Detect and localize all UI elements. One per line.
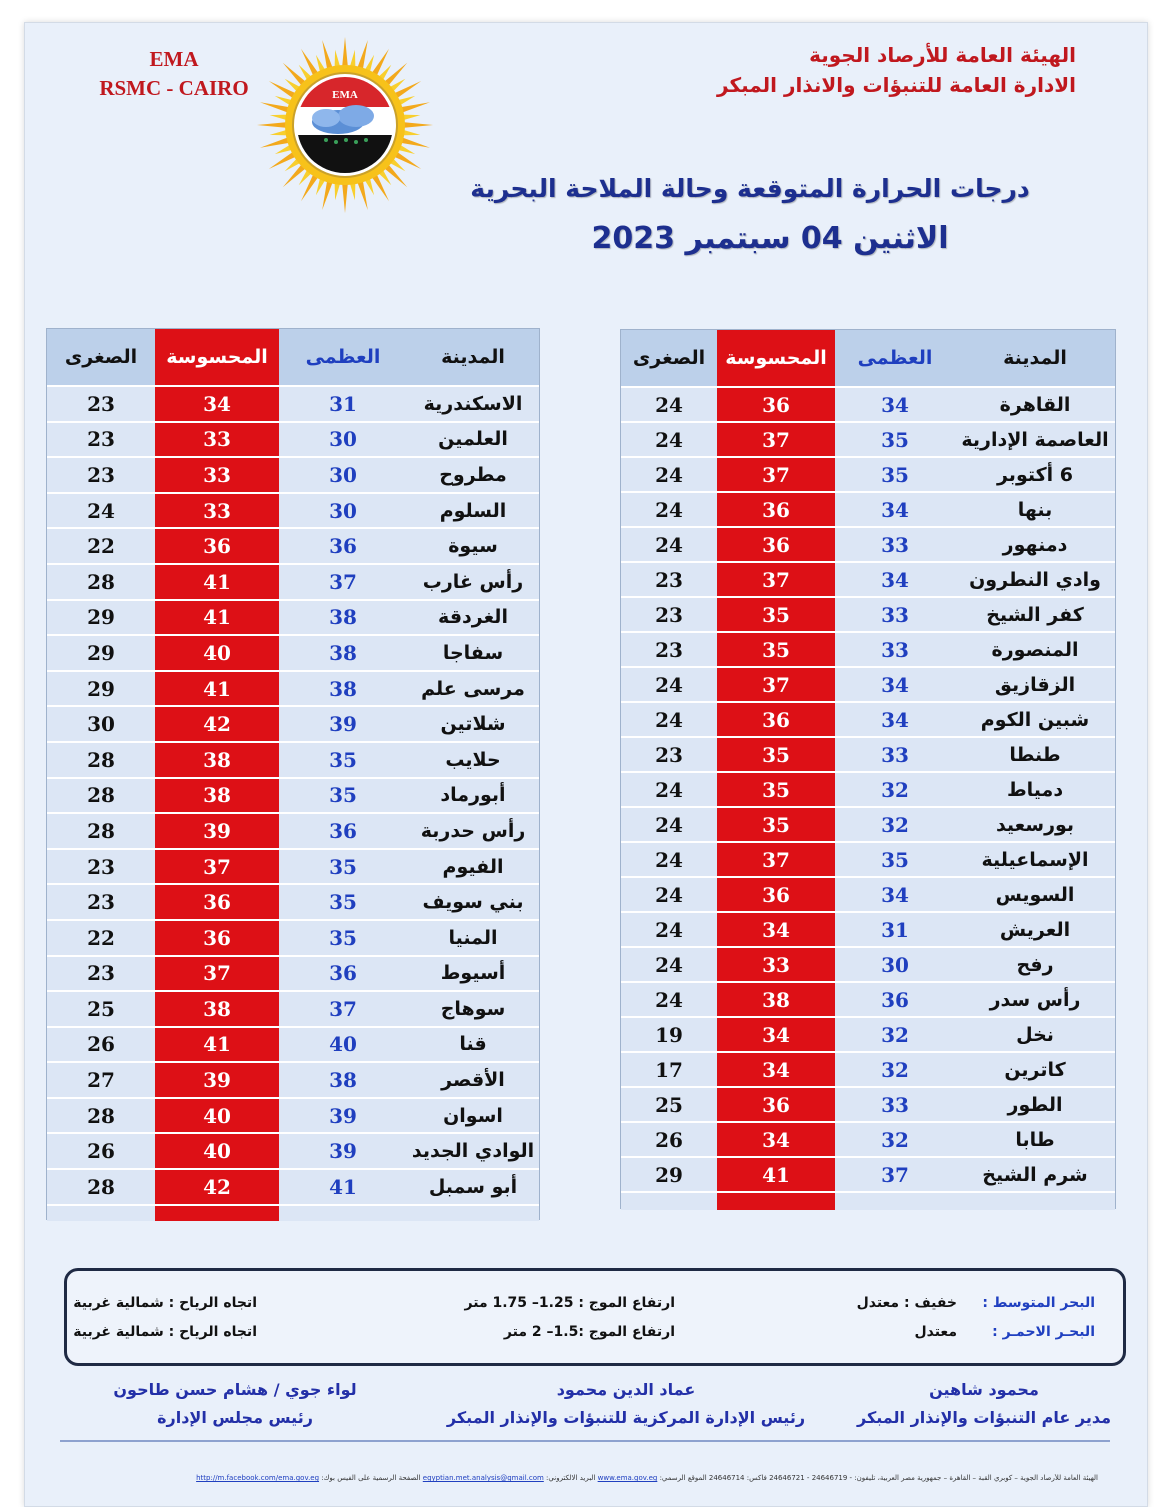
cell-max: 32 [881, 1022, 909, 1047]
table-row [621, 561, 1115, 596]
cell-min: 24 [655, 672, 683, 697]
table-row [621, 981, 1115, 1016]
cell-feels: 35 [717, 808, 835, 841]
table-row [47, 1026, 539, 1062]
divider [60, 1440, 1110, 1442]
table-row [621, 911, 1115, 946]
cell-max: 38 [329, 676, 357, 701]
cell-max: 38 [329, 640, 357, 665]
table-filler [47, 1204, 539, 1221]
cell-city: الفيوم [442, 855, 504, 878]
cell-max: 32 [881, 777, 909, 802]
cell-min: 24 [655, 952, 683, 977]
cell-min: 26 [655, 1127, 683, 1152]
cell-feels: 33 [155, 458, 279, 492]
cell-feels: 36 [717, 878, 835, 911]
table-body [47, 385, 539, 1221]
cell-feels: 36 [717, 493, 835, 526]
cell-max: 35 [329, 783, 357, 808]
sea-name: البحر المتوسط : [982, 1295, 1095, 1311]
cell-max: 36 [329, 534, 357, 559]
cell-feels: 37 [717, 843, 835, 876]
org-name: الهيئة العامة للأرصاد الجوية [809, 43, 1076, 67]
cell-min: 29 [87, 640, 115, 665]
table-row [47, 777, 539, 813]
cell-min: 29 [87, 676, 115, 701]
header-min: الصغرى [632, 347, 706, 369]
cell-min: 26 [87, 1032, 115, 1057]
cell-city: مرسى علم [421, 677, 525, 700]
table-row [621, 456, 1115, 491]
cell-max: 30 [881, 952, 909, 977]
cell-min: 24 [655, 987, 683, 1012]
table-row [47, 1132, 539, 1168]
cell-max: 36 [329, 818, 357, 843]
cell-max: 35 [329, 925, 357, 950]
header-city: المدينة [441, 346, 505, 368]
table-row [47, 1061, 539, 1097]
cell-max: 33 [881, 637, 909, 662]
temperature-table-right [620, 329, 1116, 1209]
cell-city: سيوة [448, 535, 498, 558]
table-row [47, 1097, 539, 1133]
cell-feels: 36 [717, 528, 835, 561]
cell-city: قنا [459, 1033, 487, 1056]
cell-max: 37 [329, 569, 357, 594]
cell-min: 24 [655, 812, 683, 837]
facebook-link[interactable]: http://m.facebook.com/ema.gov.eg [196, 1474, 320, 1482]
header-max: العظمى [857, 347, 933, 369]
cell-feels: 38 [155, 779, 279, 813]
cell-max: 33 [881, 602, 909, 627]
cell-feels: 34 [717, 913, 835, 946]
cell-feels: 35 [717, 738, 835, 771]
sea-row-red-sea [67, 1324, 1123, 1350]
cell-city: الأقصر [441, 1069, 505, 1092]
cell-city: 6 أكتوبر [996, 463, 1074, 486]
table-row [47, 527, 539, 563]
page-title: درجات الحرارة المتوقعة وحالة الملاحة البحرية [470, 174, 1030, 203]
signature-title: مدير عام التنبؤات والإنذار المبكر [856, 1408, 1112, 1427]
header-city: المدينة [1003, 347, 1067, 369]
cell-max: 38 [329, 1068, 357, 1093]
ema-rsmc-label [94, 45, 254, 103]
signature-title: رئيس الإدارة المركزية للتنبؤات والإنذار المبكر [446, 1408, 806, 1427]
signature-block [430, 1376, 822, 1432]
cell-min: 23 [87, 961, 115, 986]
cell-max: 38 [329, 605, 357, 630]
table-row [47, 385, 539, 421]
table-row [47, 705, 539, 741]
table-filler [621, 1191, 1115, 1210]
header-feels: المحسوسة [717, 330, 835, 386]
org-department: الادارة العامة للتنبؤات والانذار المبكر [717, 73, 1076, 97]
header-feels: المحسوسة [155, 329, 279, 385]
cell-max: 32 [881, 812, 909, 837]
cell-city: حلايب [445, 748, 501, 771]
table-row [621, 631, 1115, 666]
cell-city: أبورماد [440, 784, 506, 807]
email-label: البريد الالكتروني: [546, 1474, 596, 1482]
cell-city: بني سويف [422, 891, 524, 914]
cell-max: 34 [881, 567, 909, 592]
cell-city: كاترين [1004, 1058, 1066, 1081]
cell-max: 34 [881, 707, 909, 732]
signature-name: محمود شاهين [929, 1380, 1039, 1399]
cell-feels: 39 [155, 1063, 279, 1097]
cell-city: الطور [1007, 1093, 1063, 1116]
cell-feels: 36 [155, 921, 279, 955]
cell-max: 40 [329, 1032, 357, 1057]
wind-direction: اتجاه الرياح : شمالية غربية [73, 1324, 257, 1340]
table-header [47, 329, 539, 385]
cell-city: سفاجا [442, 641, 504, 664]
cell-min: 27 [87, 1068, 115, 1093]
cell-city: أبو سمبل [428, 1175, 518, 1198]
table-row [47, 634, 539, 670]
cell-min: 23 [87, 890, 115, 915]
cell-feels: 37 [717, 458, 835, 491]
cell-min: 23 [87, 391, 115, 416]
cell-city: اسوان [443, 1104, 503, 1127]
cell-city: القاهرة [999, 393, 1071, 416]
header-min: الصغرى [64, 346, 138, 368]
table-row [47, 599, 539, 635]
table-row [47, 1168, 539, 1204]
sea-name: البحـر الاحمـر : [992, 1324, 1095, 1340]
table-row [621, 1051, 1115, 1086]
cell-city: العلمين [438, 428, 508, 451]
table-row [47, 812, 539, 848]
cell-city: رأس حدربة [420, 819, 526, 842]
cell-min: 24 [655, 532, 683, 557]
cell-max: 34 [881, 672, 909, 697]
sea-state: خفيف : معتدل [856, 1295, 957, 1311]
sea-status-box [64, 1268, 1126, 1366]
cell-feels: 34 [717, 1018, 835, 1051]
cell-city: السويس [995, 883, 1075, 906]
cell-feels: 42 [155, 707, 279, 741]
cell-city: دمياط [1006, 778, 1064, 801]
table-row [47, 456, 539, 492]
cell-city: مطروح [439, 463, 507, 486]
table-row [47, 741, 539, 777]
table-row [47, 848, 539, 884]
cell-max: 35 [881, 427, 909, 452]
wave-height: ارتفاع الموج :1.5– 2 متر [503, 1324, 675, 1340]
cell-city: المنيا [448, 926, 498, 949]
table-row [47, 919, 539, 955]
cell-min: 24 [655, 497, 683, 522]
table-row [621, 1156, 1115, 1191]
cell-min: 25 [655, 1092, 683, 1117]
cell-city: الزقازيق [994, 673, 1076, 696]
cell-feels: 36 [717, 1088, 835, 1121]
cell-min: 29 [655, 1162, 683, 1187]
table-row [47, 990, 539, 1026]
cell-feels: 40 [155, 1099, 279, 1133]
cell-city: أسيوط [440, 962, 506, 985]
cell-feels: 33 [155, 494, 279, 528]
sea-state: معتدل [914, 1324, 957, 1340]
cell-min: 19 [655, 1022, 683, 1047]
cell-city: كفر الشيخ [986, 603, 1084, 626]
cell-feels: 41 [155, 1028, 279, 1062]
cell-min: 24 [655, 847, 683, 872]
cell-max: 35 [329, 854, 357, 879]
cell-min: 28 [87, 569, 115, 594]
cell-feels: 36 [717, 703, 835, 736]
cell-city: شبين الكوم [980, 708, 1090, 731]
cell-feels: 39 [155, 814, 279, 848]
cell-city: رأس غارب [422, 570, 524, 593]
cell-feels: 35 [717, 773, 835, 806]
cell-max: 33 [881, 742, 909, 767]
cell-max: 30 [329, 427, 357, 452]
cell-min: 28 [87, 1103, 115, 1128]
cell-city: شرم الشيخ [982, 1163, 1088, 1186]
organization-header [717, 40, 1076, 100]
footer-address: الهيئة العامة للأرصاد الجوية – كوبري القبة – القاهرة – جمهورية مصر العربية، تليفون: - 24646719 - 24646721 فاكس: 24646714 الموقع الرسمي: [659, 1474, 1098, 1482]
cell-city: شلاتين [440, 713, 506, 736]
cell-feels: 37 [717, 423, 835, 456]
cell-min: 24 [655, 462, 683, 487]
cell-min: 23 [655, 602, 683, 627]
cell-min: 24 [655, 917, 683, 942]
cell-min: 28 [87, 1174, 115, 1199]
cell-city: بورسعيد [995, 813, 1075, 836]
cell-min: 25 [87, 996, 115, 1021]
cell-min: 23 [655, 567, 683, 592]
website-link[interactable]: www.ema.gov.eg [597, 1474, 658, 1482]
cell-feels: 34 [717, 1053, 835, 1086]
table-row [47, 421, 539, 457]
signature-block [848, 1376, 1120, 1432]
cell-feels: 35 [717, 633, 835, 666]
cell-min: 24 [655, 427, 683, 452]
table-row [47, 492, 539, 528]
cell-max: 35 [881, 847, 909, 872]
cell-feels: 33 [717, 948, 835, 981]
table-row [621, 491, 1115, 526]
cell-max: 41 [329, 1174, 357, 1199]
table-row [621, 421, 1115, 456]
table-row [47, 955, 539, 991]
signature-name: لواء جوي / هشام حسن طاحون [113, 1380, 357, 1399]
table-row [621, 946, 1115, 981]
table-row [621, 771, 1115, 806]
cell-feels: 37 [717, 563, 835, 596]
cell-min: 22 [87, 534, 115, 559]
cell-feels: 36 [155, 529, 279, 563]
cell-feels: 38 [155, 992, 279, 1026]
cell-min: 24 [655, 882, 683, 907]
wave-height: ارتفاع الموج : 1.25– 1.75 متر [464, 1295, 675, 1311]
cell-max: 35 [329, 890, 357, 915]
cell-min: 23 [87, 854, 115, 879]
cell-feels: 41 [155, 565, 279, 599]
cell-city: طنطا [1009, 743, 1061, 766]
cell-feels: 34 [717, 1123, 835, 1156]
cell-feels: 41 [717, 1158, 835, 1191]
cell-min: 28 [87, 783, 115, 808]
cell-feels: 37 [717, 668, 835, 701]
cell-feels: 41 [155, 672, 279, 706]
table-row [621, 736, 1115, 771]
cell-max: 34 [881, 392, 909, 417]
cell-feels: 40 [155, 1134, 279, 1168]
cell-feels: 37 [155, 957, 279, 991]
table-row [621, 386, 1115, 421]
logo-ema-text: EMA [332, 89, 358, 101]
table-row [47, 670, 539, 706]
cell-city: سوهاج [440, 997, 506, 1020]
table-header [621, 330, 1115, 386]
rsmc-label: RSMC - CAIRO [99, 76, 249, 100]
cell-feels: 37 [155, 850, 279, 884]
cell-city: الاسكندرية [423, 392, 523, 415]
cell-max: 33 [881, 532, 909, 557]
cell-city: دمنهور [1002, 533, 1068, 556]
cell-max: 30 [329, 498, 357, 523]
table-row [621, 806, 1115, 841]
table-row [621, 1016, 1115, 1051]
cell-max: 31 [329, 391, 357, 416]
cell-feels: 35 [717, 598, 835, 631]
page-margin [1146, 0, 1170, 1505]
table-row [47, 883, 539, 919]
cell-city: رفح [1016, 953, 1054, 976]
cell-city: المنصورة [991, 638, 1079, 661]
cell-feels: 41 [155, 601, 279, 635]
cell-feels: 38 [155, 743, 279, 777]
cell-max: 37 [329, 996, 357, 1021]
cell-city: الوادي الجديد [411, 1140, 535, 1163]
cell-max: 39 [329, 1139, 357, 1164]
cell-city: رأس سدر [989, 988, 1081, 1011]
table-row [621, 666, 1115, 701]
cell-max: 35 [881, 462, 909, 487]
cell-feels: 36 [155, 885, 279, 919]
cell-feels: 42 [155, 1170, 279, 1204]
temperature-table-left [46, 328, 540, 1220]
cell-min: 28 [87, 818, 115, 843]
cell-min: 24 [655, 392, 683, 417]
cell-feels: 38 [717, 983, 835, 1016]
cell-min: 23 [87, 462, 115, 487]
cell-feels: 36 [717, 388, 835, 421]
table-row [621, 596, 1115, 631]
facebook-label: الصفحة الرسمية على الفيس بوك: [321, 1474, 421, 1482]
footer-contact [88, 1474, 1098, 1482]
cell-city: طابا [1015, 1128, 1055, 1151]
cell-max: 30 [329, 462, 357, 487]
cell-city: بنها [1017, 498, 1053, 521]
cell-max: 36 [329, 961, 357, 986]
ema-sun-logo-icon [256, 36, 434, 214]
table-row [621, 1121, 1115, 1156]
cell-min: 24 [655, 707, 683, 732]
cell-min: 30 [87, 712, 115, 737]
cell-feels: 40 [155, 636, 279, 670]
wind-direction: اتجاه الرياح : شمالية غربية [73, 1295, 257, 1311]
cell-city: العاصمة الإدارية [961, 428, 1109, 451]
cell-min: 17 [655, 1057, 683, 1082]
cell-city: نخل [1016, 1023, 1054, 1046]
cell-city: الإسماعيلية [981, 848, 1089, 871]
cell-max: 32 [881, 1057, 909, 1082]
header-max: العظمى [305, 346, 381, 368]
cell-max: 39 [329, 712, 357, 737]
cell-city: العريش [999, 918, 1071, 941]
table-row [621, 701, 1115, 736]
cell-min: 24 [87, 498, 115, 523]
signature-name: عماد الدين محمود [556, 1380, 696, 1399]
cell-min: 24 [655, 777, 683, 802]
table-row [621, 526, 1115, 561]
signature-block [100, 1376, 370, 1432]
cell-max: 33 [881, 1092, 909, 1117]
cell-max: 35 [329, 747, 357, 772]
email-link[interactable]: egyptian.met.analysis@gmail.com [422, 1474, 544, 1482]
signature-title: رئيس مجلس الإدارة [157, 1408, 313, 1427]
cell-max: 34 [881, 882, 909, 907]
table-row [47, 563, 539, 599]
cell-min: 23 [655, 637, 683, 662]
cell-max: 32 [881, 1127, 909, 1152]
cell-min: 26 [87, 1139, 115, 1164]
cell-max: 36 [881, 987, 909, 1012]
cell-min: 23 [87, 427, 115, 452]
table-row [621, 1086, 1115, 1121]
table-row [621, 876, 1115, 911]
bulletin-date: الاثنين 04 سبتمبر 2023 [591, 221, 949, 256]
ema-label: EMA [149, 47, 199, 71]
cell-city: وادي النطرون [969, 568, 1101, 591]
table-row [621, 841, 1115, 876]
cell-max: 31 [881, 917, 909, 942]
cell-min: 28 [87, 747, 115, 772]
cell-min: 29 [87, 605, 115, 630]
cell-feels: 33 [155, 423, 279, 457]
sea-row-mediterranean [67, 1295, 1123, 1321]
cell-city: السلوم [439, 499, 507, 522]
cell-city: الغردقة [438, 606, 508, 629]
cell-max: 39 [329, 1103, 357, 1128]
table-body [621, 386, 1115, 1210]
cell-min: 23 [655, 742, 683, 767]
cell-min: 22 [87, 925, 115, 950]
cell-max: 34 [881, 497, 909, 522]
cell-feels: 34 [155, 387, 279, 421]
cell-max: 37 [881, 1162, 909, 1187]
